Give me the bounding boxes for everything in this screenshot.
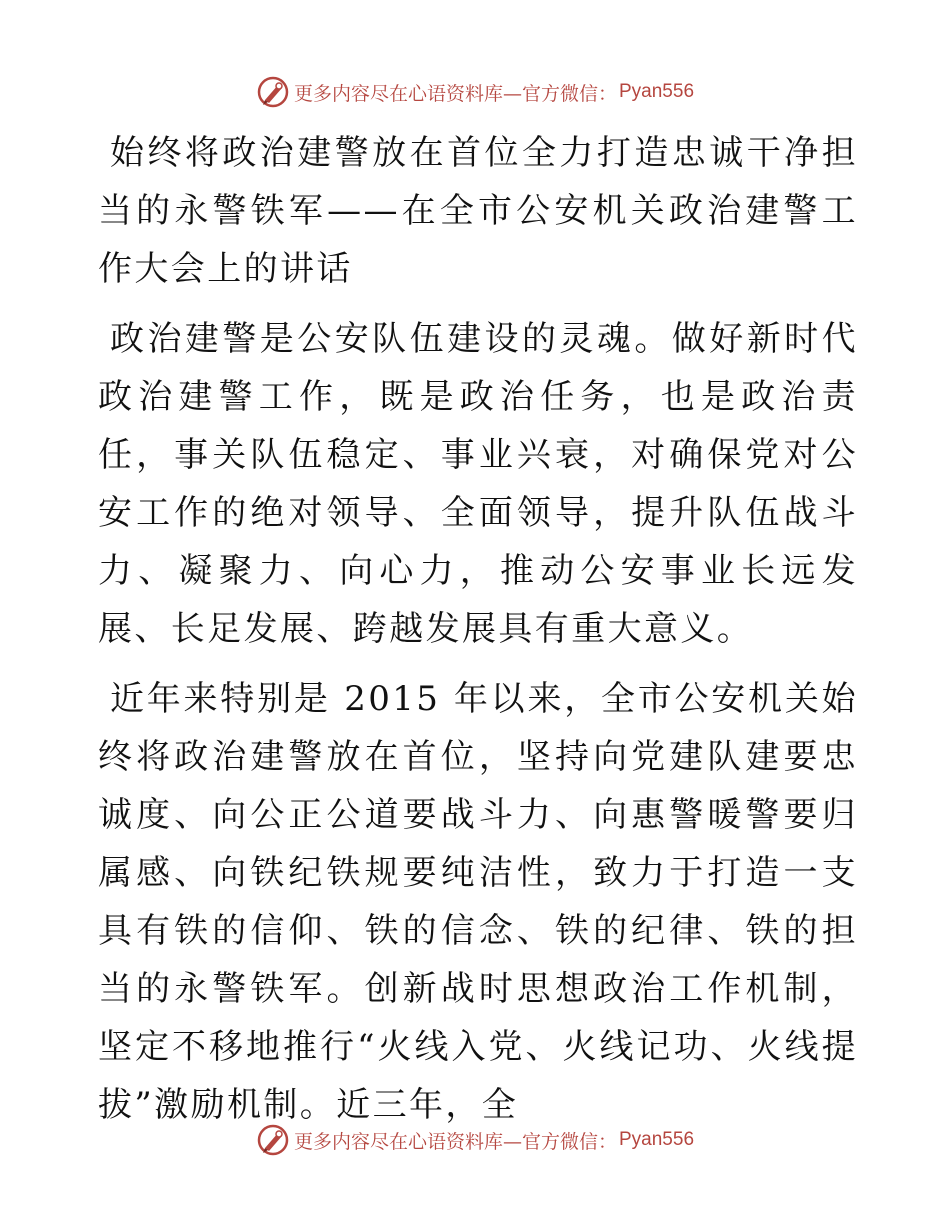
paragraph: 政治建警是公安队伍建设的灵魂。做好新时代政治建警工作，既是政治任务，也是政治责任，事关队伍稳定、事业兴衰，对确保党对公安工作的绝对领导、全面领导，提升队伍战斗力、凝聚力、向心力，推动公安事业长远发展、长足发展、跨越发展具有重大意义。 — [98, 319, 858, 649]
watermark-account: Pyan556 — [619, 1129, 695, 1150]
watermark-text: 更多内容尽在心语资料库—官方微信： — [293, 82, 617, 105]
watermark-account: Pyan556 — [619, 81, 695, 102]
watermark-text: 更多内容尽在心语资料库—官方微信： — [293, 1130, 617, 1153]
watermark-banner-bottom — [0, 1120, 950, 1160]
pen-logo-icon — [256, 1123, 290, 1157]
paragraph: 近年来特别是 2015 年以来，全市公安机关始终将政治建警放在首位，坚持向党建队建要忠诚度、向公正公道要战斗力、向惠警暖警要归属感、向铁纪铁规要纯洁性，致力于打造一支具有铁的信仰、铁的信念、铁的纪律、铁的担当的永警铁军。创新战时思想政治工作机制，坚定不移地推行“火线入党、火线记功、火线提拔”激励机制。近三年，全 — [98, 679, 858, 1125]
document-body — [98, 124, 858, 1146]
watermark-banner-top — [0, 72, 950, 112]
pen-logo-icon — [256, 75, 290, 109]
document-title: 始终将政治建警放在首位全力打造忠诚干净担当的永警铁军——在全市公安机关政治建警工作大会上的讲话 — [98, 133, 858, 289]
